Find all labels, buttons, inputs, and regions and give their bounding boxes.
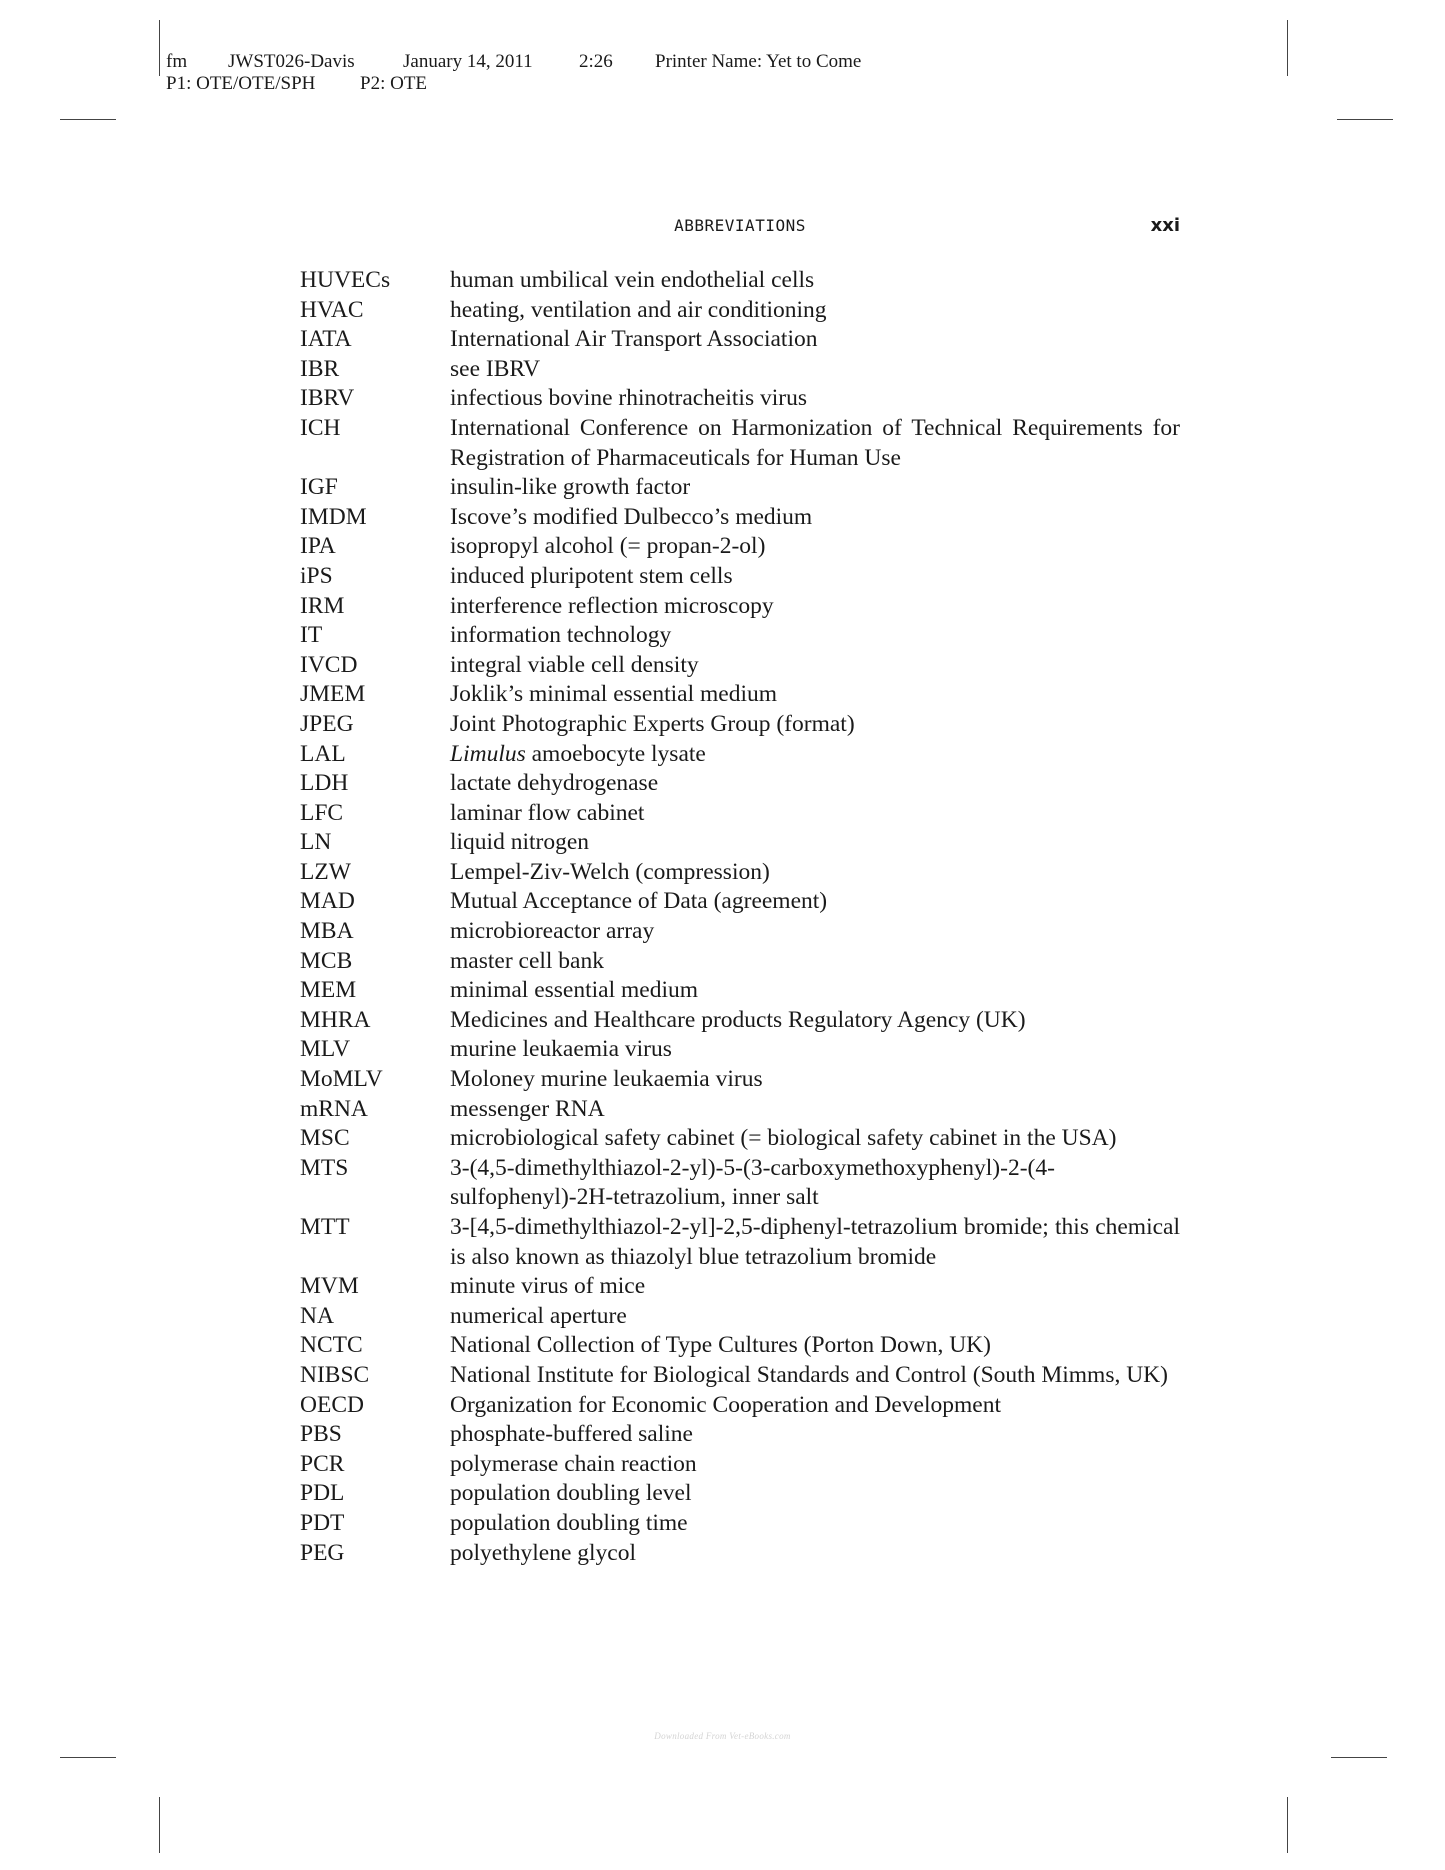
abbreviation-definition: heating, ventilation and air conditioning bbox=[450, 296, 827, 323]
abbreviation-entry bbox=[300, 384, 1180, 414]
abbreviation-definition: Iscove’s modified Dulbecco’s medium bbox=[450, 503, 813, 530]
abbreviation-entry bbox=[300, 947, 1180, 977]
abbreviation-term: MBA bbox=[300, 918, 354, 945]
abbreviation-term: IBRV bbox=[300, 385, 355, 412]
abbreviation-entry bbox=[300, 1272, 1180, 1302]
abbreviation-entry bbox=[300, 592, 1180, 622]
abbreviation-term: OECD bbox=[300, 1391, 364, 1418]
abbreviation-entry bbox=[300, 1331, 1180, 1361]
definition-italic-term: Limulus bbox=[450, 740, 526, 767]
abbreviation-definition: isopropyl alcohol (= propan-2-ol) bbox=[450, 533, 766, 560]
abbreviation-term: IMDM bbox=[300, 503, 367, 530]
abbreviation-term: MAD bbox=[300, 888, 355, 915]
abbreviation-definition: Lempel-Ziv-Welch (compression) bbox=[450, 858, 770, 885]
abbreviation-definition: minimal essential medium bbox=[450, 977, 699, 1004]
abbreviation-entry bbox=[300, 1420, 1180, 1450]
abbreviation-term: NA bbox=[300, 1302, 334, 1329]
crop-mark-top-right-horizontal bbox=[1337, 119, 1393, 120]
abbreviation-definition: 3-[4,5-dimethylthiazol-2-yl]-2,5-diphenyl-tetrazolium bromide; this chemical is also known as thiazolyl blue tetrazolium bromide bbox=[450, 1214, 1180, 1270]
abbreviation-entry bbox=[300, 1391, 1180, 1421]
crop-mark-bottom-right-horizontal bbox=[1331, 1757, 1387, 1758]
abbreviation-term: IVCD bbox=[300, 651, 358, 678]
abbreviation-entry bbox=[300, 710, 1180, 740]
abbreviation-definition: information technology bbox=[450, 622, 672, 649]
abbreviation-definition: polymerase chain reaction bbox=[450, 1450, 697, 1477]
abbreviation-term: JMEM bbox=[300, 681, 366, 708]
abbreviation-entry bbox=[300, 621, 1180, 651]
abbreviation-term: MEM bbox=[300, 977, 357, 1004]
abbreviation-term: IGF bbox=[300, 474, 338, 501]
abbreviation-definition: National Collection of Type Cultures (Porton Down, UK) bbox=[450, 1332, 991, 1359]
abbreviation-entry bbox=[300, 473, 1180, 503]
abbreviation-term: iPS bbox=[300, 562, 333, 589]
definition-text: amoebocyte lysate bbox=[525, 740, 706, 767]
abbreviation-list bbox=[300, 266, 1180, 1568]
abbreviation-definition: laminar flow cabinet bbox=[450, 799, 645, 826]
abbreviation-definition: International Conference on Harmonization of Technical Requirements for Registration of Pharmaceuticals for Human Use bbox=[450, 414, 1180, 471]
abbreviation-entry bbox=[300, 1006, 1180, 1036]
abbreviation-term: MoMLV bbox=[300, 1066, 383, 1093]
abbreviation-definition: Medicines and Healthcare products Regulatory Agency (UK) bbox=[450, 1006, 1026, 1033]
crop-mark-top-left-horizontal bbox=[60, 119, 116, 120]
slug-job: JWST026-Davis bbox=[228, 51, 355, 72]
abbreviation-definition: infectious bovine rhinotracheitis virus bbox=[450, 385, 807, 412]
slug-part: fm bbox=[166, 51, 188, 72]
abbreviation-term: HVAC bbox=[300, 296, 364, 323]
abbreviation-term: JPEG bbox=[300, 710, 354, 737]
running-head bbox=[300, 214, 1180, 238]
abbreviation-entry bbox=[300, 828, 1180, 858]
abbreviation-term: IRM bbox=[300, 592, 345, 619]
abbreviation-entry bbox=[300, 680, 1180, 710]
abbreviation-entry bbox=[300, 651, 1180, 681]
abbreviation-entry bbox=[300, 503, 1180, 533]
abbreviation-definition: Joklik’s minimal essential medium bbox=[450, 681, 778, 708]
crop-mark-top-left-vertical bbox=[159, 20, 160, 76]
abbreviation-definition: minute virus of mice bbox=[450, 1273, 646, 1300]
abbreviation-term: IBR bbox=[300, 355, 340, 382]
printer-slug-line-2 bbox=[166, 73, 427, 95]
abbreviation-term: PEG bbox=[300, 1539, 345, 1566]
abbreviation-term: ICH bbox=[300, 414, 341, 441]
abbreviation-entry bbox=[300, 858, 1180, 888]
slug-time: 2:26 bbox=[579, 51, 613, 72]
abbreviation-entry bbox=[300, 1450, 1180, 1480]
abbreviation-entry bbox=[300, 1154, 1180, 1213]
abbreviation-definition: messenger RNA bbox=[450, 1095, 605, 1122]
abbreviation-definition: see IBRV bbox=[450, 355, 541, 382]
abbreviation-definition: Moloney murine leukaemia virus bbox=[450, 1066, 763, 1093]
crop-mark-top-right-vertical bbox=[1287, 20, 1288, 76]
abbreviation-definition: integral viable cell density bbox=[450, 651, 699, 678]
abbreviation-entry bbox=[300, 355, 1180, 385]
abbreviation-entry bbox=[300, 1035, 1180, 1065]
abbreviation-term: MLV bbox=[300, 1036, 351, 1063]
slug-printer: Printer Name: Yet to Come bbox=[655, 51, 862, 72]
abbreviation-term: LAL bbox=[300, 740, 346, 767]
abbreviation-term: IPA bbox=[300, 533, 336, 560]
abbreviation-term: NCTC bbox=[300, 1332, 363, 1359]
abbreviation-definition: population doubling time bbox=[450, 1509, 688, 1536]
abbreviation-entry bbox=[300, 769, 1180, 799]
abbreviation-term: LFC bbox=[300, 799, 344, 826]
abbreviation-entry bbox=[300, 296, 1180, 326]
abbreviation-term: MSC bbox=[300, 1125, 350, 1152]
abbreviation-entry bbox=[300, 325, 1180, 355]
abbreviation-term: MTS bbox=[300, 1154, 349, 1181]
abbreviation-definition bbox=[450, 740, 1180, 770]
abbreviation-definition: insulin-like growth factor bbox=[450, 474, 691, 501]
abbreviation-term: PDT bbox=[300, 1509, 345, 1536]
abbreviation-term: MVM bbox=[300, 1273, 359, 1300]
crop-mark-bottom-left-horizontal bbox=[60, 1757, 116, 1758]
abbreviation-definition: murine leukaemia virus bbox=[450, 1036, 672, 1063]
abbreviation-definition: human umbilical vein endothelial cells bbox=[450, 267, 815, 293]
abbreviation-definition: master cell bank bbox=[450, 947, 604, 974]
abbreviation-definition: 3-(4,5-dimethylthiazol-2-yl)-5-(3-carboxymethoxyphenyl)-2-(4-sulfophenyl)-2H-tetrazolium, inner salt bbox=[450, 1154, 1055, 1211]
abbreviation-definition: International Air Transport Association bbox=[450, 326, 818, 353]
abbreviation-entry bbox=[300, 917, 1180, 947]
abbreviation-term: IT bbox=[300, 622, 323, 649]
abbreviation-definition: polyethylene glycol bbox=[450, 1539, 636, 1566]
running-head-title: ABBREVIATIONS bbox=[674, 216, 806, 235]
abbreviation-term: LN bbox=[300, 829, 332, 856]
abbreviation-definition: induced pluripotent stem cells bbox=[450, 562, 733, 589]
abbreviation-term: MCB bbox=[300, 947, 353, 974]
abbreviation-entry bbox=[300, 799, 1180, 829]
abbreviation-entry bbox=[300, 1361, 1180, 1391]
abbreviation-definition: numerical aperture bbox=[450, 1302, 627, 1329]
abbreviation-term: HUVECs bbox=[300, 267, 391, 293]
abbreviation-term: PBS bbox=[300, 1421, 342, 1448]
abbreviation-definition: phosphate-buffered saline bbox=[450, 1421, 693, 1448]
page-number: xxi bbox=[1150, 215, 1180, 236]
slug-p1: P1: OTE/OTE/SPH bbox=[166, 73, 316, 94]
abbreviation-definition: Joint Photographic Experts Group (format) bbox=[450, 710, 855, 737]
abbreviation-definition: liquid nitrogen bbox=[450, 829, 590, 856]
abbreviation-entry bbox=[300, 1479, 1180, 1509]
abbreviation-term: MTT bbox=[300, 1214, 350, 1240]
abbreviation-entry bbox=[300, 414, 1180, 473]
abbreviation-definition: microbiological safety cabinet (= biological safety cabinet in the USA) bbox=[450, 1125, 1117, 1152]
abbreviation-term: LZW bbox=[300, 858, 351, 885]
abbreviation-definition: National Institute for Biological Standards and Control (South Mimms, UK) bbox=[450, 1361, 1168, 1388]
abbreviation-definition: Mutual Acceptance of Data (agreement) bbox=[450, 888, 828, 915]
abbreviation-entry bbox=[300, 266, 1180, 296]
abbreviation-entry bbox=[300, 976, 1180, 1006]
abbreviation-entry bbox=[300, 1213, 1180, 1272]
abbreviation-entry bbox=[300, 740, 1180, 770]
abbreviation-term: IATA bbox=[300, 326, 352, 353]
abbreviation-term: mRNA bbox=[300, 1095, 368, 1122]
watermark: Downloaded From Vet-eBooks.com bbox=[654, 1731, 791, 1741]
abbreviation-entry bbox=[300, 1065, 1180, 1095]
abbreviation-term: PCR bbox=[300, 1450, 345, 1477]
slug-p2: P2: OTE bbox=[360, 73, 428, 94]
abbreviation-definition: Organization for Economic Cooperation and Development bbox=[450, 1391, 1001, 1418]
abbreviation-entry bbox=[300, 1539, 1180, 1569]
abbreviation-entry bbox=[300, 1124, 1180, 1154]
abbreviation-term: LDH bbox=[300, 770, 349, 797]
abbreviation-term: PDL bbox=[300, 1480, 345, 1507]
abbreviation-term: MHRA bbox=[300, 1006, 371, 1033]
abbreviation-entry bbox=[300, 887, 1180, 917]
abbreviation-entry bbox=[300, 1509, 1180, 1539]
abbreviation-entry bbox=[300, 1095, 1180, 1125]
crop-mark-bottom-left-vertical bbox=[159, 1797, 160, 1853]
abbreviation-term: NIBSC bbox=[300, 1361, 370, 1388]
abbreviation-entry bbox=[300, 562, 1180, 592]
abbreviation-definition: interference reflection microscopy bbox=[450, 592, 774, 619]
abbreviation-entry bbox=[300, 1302, 1180, 1332]
abbreviation-entry bbox=[300, 532, 1180, 562]
printer-slug-line-1 bbox=[166, 51, 861, 73]
abbreviation-definition: population doubling level bbox=[450, 1480, 692, 1507]
abbreviation-definition: lactate dehydrogenase bbox=[450, 770, 659, 797]
abbreviation-definition: microbioreactor array bbox=[450, 918, 655, 945]
slug-date: January 14, 2011 bbox=[403, 51, 533, 72]
crop-mark-bottom-right-vertical bbox=[1287, 1797, 1288, 1853]
